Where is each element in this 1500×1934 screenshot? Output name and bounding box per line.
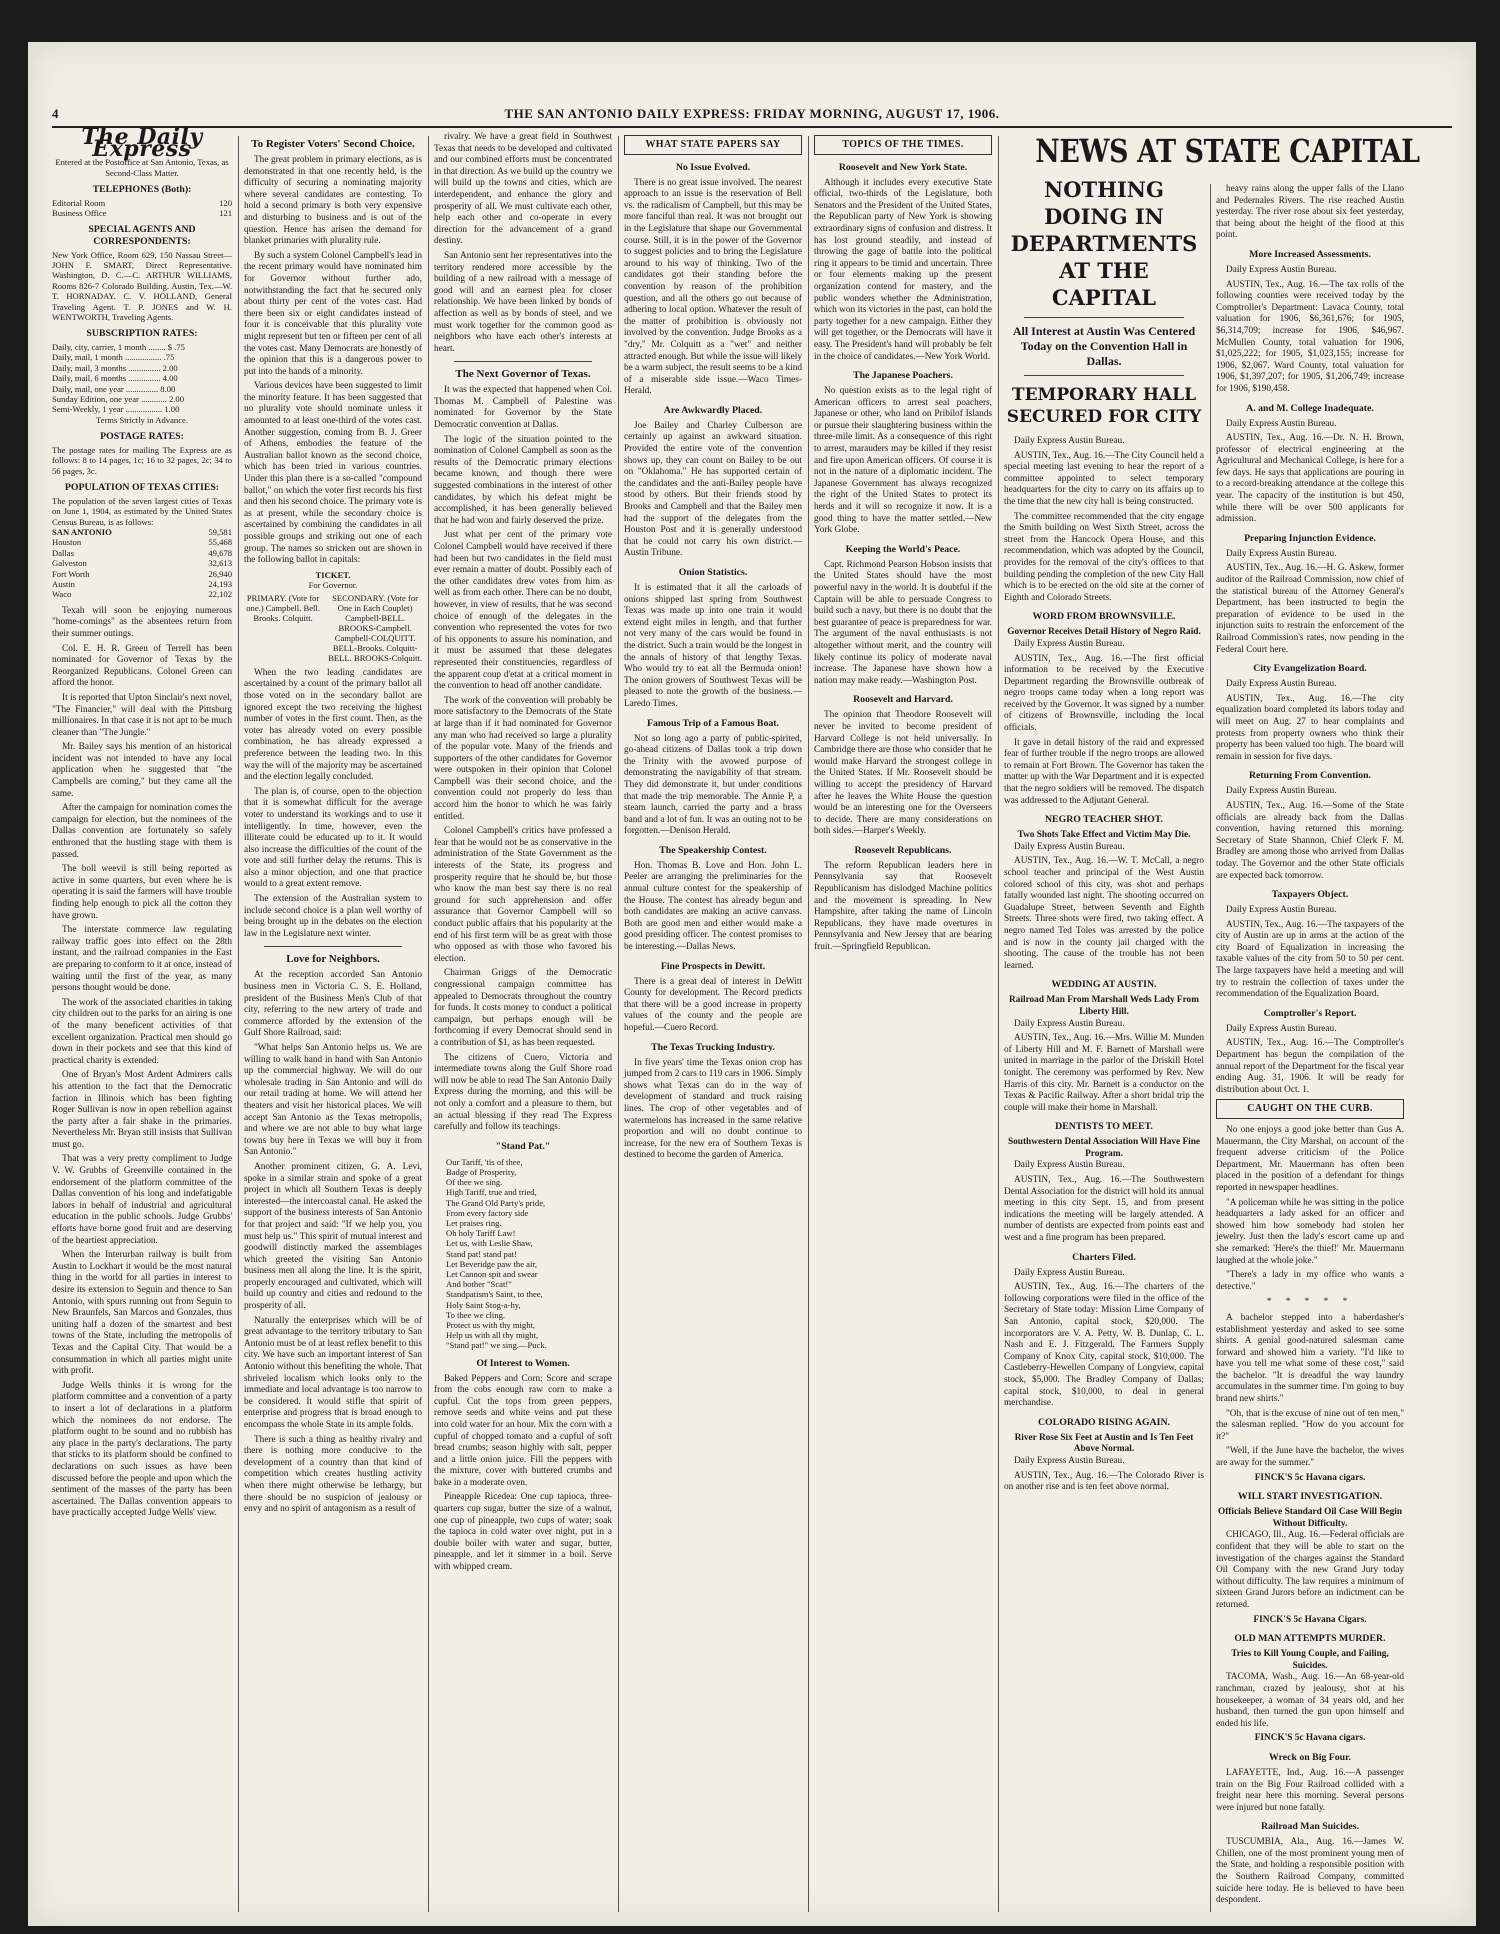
section-heading: Are Awkwardly Placed.	[663, 404, 763, 416]
section-heading: The Japanese Poachers.	[853, 370, 953, 382]
paragraph: AUSTIN, Tex., Aug. 16.—Dr. N. H. Brown, professor of electrical engineering at the Agricultural and Mechanical College, is here for a few days. He says that applications are pouring in to a record-breaking attendance at the college this year. The capacity of the institution is but 450, while there will be over 500 applicants for admission.	[1216, 433, 1404, 525]
paragraph: That was a very pretty compliment to Judge V. W. Grubbs of Greenville contained in the endorsement of the platform committee of the Dallas convention of his long and indefatigable labors in behalf of industrial and agricultural education in the public schools. Judge Grubbs' efforts have borne good fruit and are deserving of the heartiest appreciation.	[52, 1154, 232, 1246]
article-body	[244, 970, 422, 1515]
paragraph: "What helps San Antonio helps us. We are willing to walk hand in hand with San Antonio up the commercial highway. We will do our wholesale trading in San Antonio and will do our retail trading at home. We will attend her theaters and visit her historical places. We will accept San Antonio as the Texas metropolis, and where we are not able to buy what large towns buy here in Texas we will buy it from San Antonio."	[244, 1043, 422, 1158]
article-body	[1216, 549, 1404, 656]
paragraph: Daily Express Austin Bureau.	[1226, 679, 1337, 690]
article-body	[1004, 436, 1204, 604]
article-body	[1216, 184, 1404, 242]
newspaper-masthead-line: THE SAN ANTONIO DAILY EXPRESS: FRIDAY MORNING, AUGUST 17, 1906.	[504, 106, 1000, 121]
paragraph: At the reception accorded San Antonio business men in Victoria C. S. E. Holland, president of the Business Men's Club of that city, referring to the new artery of trade and commerce afforded by the extension of the Gulf Shore Railroad, said:	[244, 970, 422, 1039]
paragraph: The citizens of Cuero, Victoria and intermediate towns along the Gulf Shore road will now be able to read The San Antonio Daily Express during the morning, and this will be not only a comfort and a pleasure to them, but an actual blessing if they read The Express carefully and follow its teachings.	[434, 1052, 612, 1133]
verse-line: Protect us with thy might,	[446, 1319, 536, 1330]
paragraph: There is no great issue involved. The nearest approach to an issue is the reservation of Bell vs. the radicalism of Campbell, but this may be more fanciful than real. It was not brought out in the Legislature that shape our Governmental course. Still, it is in the power of the Governor to suggest policies and to bring the Legislature around to his way of thinking. Two of the candidates got their standing before the convention by reason of the prohibition question, and all the others go out because of adhering to local option. Whatever the result of the matter of prohibition is obviously not involved by the convention. Judge Brooks as a "dry," Mr. Colquitt as a "wet" and neither attracted enough. But while the issue will likely be a warm subject, the result seems to be a kind of a miserable side issue.—Waco Times-Herald.	[624, 177, 802, 397]
section-box-heading: WHAT STATE PAPERS SAY	[624, 135, 802, 155]
article-subhead: Two Shots Take Effect and Victim May Die.	[1017, 830, 1191, 841]
paragraph: San Antonio sent her representatives into the territory rendered more accessible by the building of a new railroad with a message of good will and an earnest plea for closer relationship. We have been linked by bonds of affection as well as by bonds of steel, and we must work together for the common good as neighbors who have each other's interests at heart.	[434, 250, 612, 354]
verse-title: "Stand Pat."	[495, 1140, 551, 1152]
population-row	[52, 579, 232, 589]
article-heading: Taxpayers Object.	[1271, 889, 1349, 901]
paragraph: When the Interurban railway is built from Austin to Lockhart it would be the most natural thing in the world for all parties in interest to desire its extension to Seguin and thence to San Antonio, with spurs running out from Seguin to New Braunfels, San Marcos and Gonzales, thus uniting half a dozen of the smartest and best towns of the State, including the metropolis of Texas and the Capital City. That would be a consummation in which all parties might unite with profit.	[52, 1250, 232, 1377]
population-row	[52, 548, 232, 558]
paragraph: The plan is, of course, open to the objection that it is somewhat difficult for the average voter to understand its workings and to use it intelligently. In time, however, even the illiterate could be educated up to it. It would also increase the difficulties of the count of the vote and still further delay the returns. This is also a minor objection, and one that practice would to a great extent remove.	[244, 786, 422, 890]
population-text: The population of the seven largest cities of Texas on June 1, 1904, as estimated by the United States Census Bureau, is as follows:	[52, 495, 232, 527]
column-1	[52, 124, 232, 1912]
column-rule	[428, 136, 429, 1912]
article-heading: Charters Filed.	[1072, 1251, 1136, 1263]
paragraph: It gave in detail history of the raid and expressed fear of further trouble if the negro troops are allowed to remain at Fort Brown. The Governor has taken the matter up with the War Department and it is expected that the negro soldiers will be removed. The dispatch was addressed to the Adjutant General.	[1004, 737, 1204, 806]
paragraph: There is a great deal of interest in DeWitt County for development. The Record predicts that there will be a good increase in property values of the county and the people are hopeful.—Cuero Record.	[624, 976, 802, 1033]
article-body	[1216, 265, 1404, 396]
column-1-paragraphs	[52, 606, 232, 1520]
paragraph: Daily Express Austin Bureau.	[1226, 1023, 1337, 1034]
postage-text: The postage rates for mailing The Express are as follows: 8 to 14 pages, 1c; 16 to 32 pages, 2c; 34 to 56 pages, 3c.	[52, 444, 232, 476]
verse-line: Of thee we sing.	[446, 1177, 503, 1188]
section-heading: Keeping the World's Peace.	[845, 543, 961, 555]
article-subhead: Governor Receives Detail History of Negro Raid.	[1007, 627, 1201, 638]
paragraph: The great problem in primary elections, as is demonstrated in that one recently held, is the difficulty of securing a nominating majority where several candidates are contesting. To hold a second primary is both very expensive and disturbing to business and is out of the question. Hence has arisen the demand for blanket primaries with plurality rule.	[244, 155, 422, 247]
paragraph: AUSTIN, Tex., Aug. 16.—Some of the State officials are already back from the Dallas convention, having returned this morning. Secretary of State Shannon, Chief Clerk F. M. Bradley are among those who arrived from Dallas today. The Governor and the other State officials are expected back tomorrow.	[1216, 800, 1404, 881]
paragraph: Another prominent citizen, G. A. Levi, spoke in a similar strain and spoke of a great project in which all Southern Texas is deeply interested—the intercoastal canal. He asked the support of the business interests of San Antonio for that project and said: "If we help you, you must help us." This spirit of mutual interest and goodwill distinctly marked the assemblages which greeted the visiting San Antonio business men all along the line. It is the spirit, properly encouraged and cultivated, which will build up country and cities and redound to the prosperity of all.	[244, 1161, 422, 1312]
paragraph: LAFAYETTE, Ind., Aug. 16.—A passenger train on the Big Four Railroad collided with a freight near here this morning. Several persons were injured but none fatally.	[1216, 1767, 1404, 1813]
verse-line: To thee we cling.	[446, 1309, 506, 1320]
article-heading: Railroad Man Suicides.	[1260, 1821, 1360, 1833]
special-agents-heading: SPECIAL AGENTS AND CORRESPONDENTS:	[88, 224, 196, 247]
column-rule	[1210, 184, 1211, 1912]
ticket-for: For Governor.	[308, 579, 358, 590]
paragraph: There is such a thing as healthy rivalry and there is nothing more conducive to the development of a country than that kind of competition which creates hustling activity when there might otherwise be lethargy, but there should be no suspicion of jealousy or envy and no spirit of antagonism as a result of	[244, 1434, 422, 1515]
phone-business	[52, 208, 232, 218]
page-header	[52, 104, 1452, 128]
article-heading: Wreck on Big Four.	[1268, 1751, 1351, 1763]
ticket-columns	[244, 593, 422, 663]
paragraph: Daily Express Austin Bureau.	[1014, 638, 1125, 649]
paragraph: The work of the convention will probably be more satisfactory to the Democrats of the State at large than if it had nominated for Governor any man who had received so large a plurality of the popular vote. Many of the friends and supporters of the other candidates for Governor were outspoken in their opinion that Colonel Campbell was their second choice, and the convention could not properly do less than accord him the honor to which he was fairly entitled.	[434, 695, 612, 822]
article-heading: WORD FROM BROWNSVILLE.	[1032, 611, 1176, 623]
paragraph: No one enjoys a good joke better than Gus A. Mauermann, the City Marshal, on account of the frequent adverse criticism of the Police Department, Mr. Mauermann has often been placed in the position of a defendant for things reported in newspaper headlines.	[1216, 1125, 1404, 1193]
paragraph: Daily Express Austin Bureau.	[1014, 1267, 1125, 1278]
paragraph: Hon. Thomas B. Love and Hon. John L. Peeler are arranging the preliminaries for the annual culture contest for the speakership of the House. The contest has already begun and both candidates are making an active canvass. Both are good men and either would make a good presiding officer. The contest promises to be interesting.—Dallas News.	[624, 860, 802, 953]
article-body	[1216, 786, 1404, 882]
columns-area	[52, 124, 1452, 1912]
article-body	[1216, 1125, 1404, 1293]
paragraph: Daily Express Austin Bureau.	[1014, 1160, 1125, 1171]
article-heading: More Increased Assessments.	[1249, 248, 1371, 260]
verse-line: Help us with all thy might,	[446, 1330, 539, 1341]
verse-line: Let us, with Leslie Shaw,	[446, 1238, 533, 1249]
paragraph: AUSTIN, Tex., Aug. 16.—The tax rolls of the following counties were received today by the Comptroller's Department: Lavaca County, total valuation for 1906, $6,361,676; for 1905, $6,314,709; increase for 1906, $46,967. McMullen County, total valuation for 1906, $1,025,222; for 1905, $1,023,155; increase for 1906, $2,067. Ward County, total valuation for 1906, $1,397,207; for 1905, $1,206,749; increase for 1906, $190,458.	[1216, 279, 1404, 394]
phone-editorial-number: 120	[219, 197, 232, 208]
entry-notice: Entered at the Postoffice at San Antonio, Texas, as Second-Class Matter.	[55, 157, 229, 178]
section-heading: Fine Prospects in Dewitt.	[660, 960, 766, 972]
paragraph: Mr. Bailey says his mention of an historical incident was not intended to have any local application when he suggested that "the Campbells are coming," but they came all the same.	[52, 742, 232, 799]
paragraph: Baked Peppers and Corn: Score and scrape from the cobs enough raw corn to make a cupful. Cut the tops from green peppers, remove seeds and white veins and put these into cold water for an hour. Mix the corn with a cupful of chopped tomato and a cupful of soft bread crumbs; season highly with salt, pepper and a little onion juice. Fill the peppers with the mixture, cover with buttered crumbs and bake in a moderate oven.	[434, 1373, 612, 1488]
paragraph: The logic of the situation pointed to the nomination of Colonel Campbell as soon as the results of the Democratic primary elections became known, and though there were suggested combinations in the interest of other candidates, by which his defeat might be accomplished, it has been generally believed that he had won and fairly deserved the prize.	[434, 434, 612, 526]
state-capital-banner	[1004, 132, 1420, 170]
subscription-line: Daily, mail, 3 months ............... 2.00	[52, 362, 178, 373]
paragraph: AUSTIN, Tex., Aug. 16.—H. G. Askew, former auditor of the Railroad Commission, now chief of the statistical bureau of the Attorney General's Department, has been instructed to begin the preparation of evidence to be used in the injunction suits to restrain the enforcement of the Railroad Commission's rates, now pending in the Federal Court here.	[1216, 563, 1404, 655]
verse-line: Stand pat! stand pat!	[446, 1248, 517, 1259]
verse-line: Our Tariff, 'tis of thee,	[446, 1156, 523, 1167]
paragraph: No question exists as to the legal right of American officers to arrest seal poachers, Japanese or other, who land on Pribilof Islands or pursue their slaughtering business within the three-mile limit. As a consequence of this right to arrest, marauders may be killed if they resist and fire upon American officers. Of course it is not in the nature of a diplomatic incident. The Japanese Government has always recognized the right of the United States to protect its herds and it will so recognize it now. It is a good thing to have the matter settled.—New York Globe.	[814, 386, 992, 536]
article-heading: To Register Voters' Second Choice.	[251, 138, 415, 150]
paragraph: heavy rains along the upper falls of the Llano and Pedernales Rivers. The rise reached Austin yesterday. The river rose about six feet yesterday, that being about the height of the flood at this point.	[1216, 184, 1404, 241]
verse-line: High Tariff, true and tried,	[446, 1187, 537, 1198]
city-population: 26,940	[208, 568, 232, 579]
paragraph: It is estimated that it all the carloads of onions shipped last spring from Southwest Texas was made up into one train it would extend eight miles in length, and that further not very many of the cars would be found in the district. Such a train would be the longest in the annals of history of that lengthy Texas. Who would try to eat all the Bermuda onion! The onion growers of Southwest Texas will be pleased to note the growth of the business.—Laredo Times.	[624, 583, 802, 709]
paragraph: AUSTIN, Tex., Aug. 16.—The City Council held a special meeting last evening to hear the report of a committee appointed to select temporary headquarters for the city to carry on its affairs up to the time that the new city hall is being constructed.	[1004, 450, 1204, 507]
section-heading: The Texas Trucking Industry.	[651, 1041, 775, 1053]
paragraph: Daily Express Austin Bureau.	[1014, 436, 1125, 446]
article-heading: OLD MAN ATTEMPTS MURDER.	[1234, 1633, 1386, 1645]
subscription-line: Semi-Weekly, 1 year ................. 1.00	[52, 404, 180, 415]
ticket-primary: PRIMARY. (Vote for one.) Campbell. Bell. Brooks. Colquitt.	[246, 592, 320, 623]
city-name: Waco	[52, 589, 72, 600]
city-name: Houston	[52, 537, 82, 548]
verse-line: Let Beveridge paw the air,	[446, 1258, 538, 1269]
paragraph: The extension of the Australian system to include second choice is a plan well worthy of being brought up in the debates on the election law in the Legislature next winter.	[244, 894, 422, 939]
paragraph: Daily Express Austin Bureau.	[1226, 264, 1337, 275]
paragraph: AUSTIN, Tex., Aug. 16.—The first official information to be received by the Executive Department regarding the Brownsville outbreak of negro troops came today when a long report was received by the Governor. It was signed by a number of citizens of Brownsville, including the local officials.	[1004, 653, 1204, 734]
city-name: Austin	[52, 578, 75, 589]
paragraph: One of Bryan's Most Ardent Admirers calls his attention to the fact that the Democratic faction in Illinois which has been fighting Roger Sullivan is now in open rebellion against the party after a fair shake in the primaries. Nevertheless Mr. Bryan still insists that Sullivan must go.	[52, 1070, 232, 1150]
article-body	[1216, 1313, 1404, 1470]
paragraph: Colonel Campbell's critics have professed a fear that he would not be as conservative in the administration of the State Government as the interests of the State, its progress and prosperity require that he should be, but those who know the man best say there is no real ground for such apprehension and offer assurance that Governor Campbell will so conduct public affairs that his popularity at the end of his first term will be as great with those who opposed as with those who favored his election.	[434, 826, 612, 964]
separator-stars: * * * * *	[1266, 1297, 1354, 1308]
paragraph: Pineapple Ricedea: One cup tapioca, three-quarters cup sugar, butter the size of a walnut, one cup of pineapple, two cups of water; soak the tapioca in cold water over night, put in a double boiler with water and sugar, butter, pineapple, and let it simmer in a boil. Serve with whipped cream.	[434, 1492, 612, 1573]
paragraph: In five years' time the Texas onion crop has jumped from 2 cars to 119 cars in 1906. Simply shows what Texas can do in the way of development of standard and truck raising lines. The crop of other vegetables and of watermelons has increased in the same relative proportion and will no doubt continue to increase, for the new era of Southern Texas is destined to become the garden of America.	[624, 1057, 802, 1161]
paragraph: AUSTIN, Tex., Aug. 16.—The city equalization board completed its labors today and will meet on Aug. 27 to hear complaints and protests from property owners who think their property has been valued too high. The board will remain in session for five days.	[1216, 693, 1404, 762]
article-body	[1216, 1768, 1404, 1814]
paragraph: It is reported that Upton Sinclair's next novel, "The Financier," will deal with the Pittsburg millionaires. In that case it is not apt to be much cleaner than "The Jungle."	[52, 692, 232, 738]
section-heading: Famous Trip of a Famous Boat.	[647, 717, 779, 729]
article-heading: Returning From Convention.	[1248, 770, 1371, 782]
article-heading: WILL START INVESTIGATION.	[1237, 1491, 1383, 1503]
subscription-line: Daily, mail, 6 months ............... 4.00	[52, 373, 178, 384]
population-row	[52, 558, 232, 568]
paragraph: When the two leading candidates are ascertained by a count of the primary ballot all those voted on in the secondary ballot are ignored except the two receiving the highest number of votes in the first count. Then, as the voter has already voted on every possible combination, he has already expressed a preference between the leading two. In this way the will of the majority may be ascertained and the election legally concluded.	[244, 667, 422, 783]
article-subhead: Tries to Kill Young Couple, and Failing, Suicides.	[1231, 1649, 1389, 1671]
article-body	[1004, 1160, 1204, 1244]
paragraph: The opinion that Theodore Roosevelt will never be invited to become president of Harvard College is not held universally. In Cambridge there are those who consider that he would make Harvard the strongest college in the United States. If Mr. Roosevelt should be willing to accept the presidency of Harvard after he leaves the White House the question would be an interesting one for the Overseers to decide. There are many considerations on both sides.—Harper's Weekly.	[814, 710, 992, 837]
subscription-note: Terms Strictly in Advance.	[95, 414, 188, 425]
phone-editorial	[52, 198, 232, 208]
column-2	[244, 132, 422, 1912]
city-population: 59,581	[208, 526, 232, 537]
paragraph: CHICAGO, Ill., Aug. 16.—Federal officials are confident that they will be able to start on the investigation of the charges against the Standard Oil Company with the new Grand Jury today without difficulty. The law requires a minimum of sixteen Grand Jurors before an indictment can be returned.	[1216, 1530, 1404, 1610]
verse-poem	[434, 1157, 612, 1351]
article-heading: COLORADO RISING AGAIN.	[1037, 1416, 1170, 1428]
paragraph: Daily Express Austin Bureau.	[1014, 841, 1125, 852]
article-body	[1004, 842, 1204, 973]
verse-line: Badge of Prosperity,	[446, 1166, 517, 1177]
article-heading: Of Interest to Women.	[476, 1357, 570, 1369]
verse-line: "Stand pat!" we sing.—Puck.	[446, 1340, 547, 1351]
paragraph: rivalry. We have a great field in Southwest Texas that needs to be developed and cultivated and our combined efforts must be concentrated in that direction. As we build up the country we will build up the towns and cities, which are interdependent, and enhance the glory and prosperity of all. We must cultivate each other, help each other and co-operate in every direction for the advancement of a grand destiny.	[434, 132, 612, 247]
subscription-line: Daily, city, carrier, 1 month ........ $ .75	[52, 342, 185, 353]
section-heading: Roosevelt and Harvard.	[853, 694, 953, 706]
paragraph: AUSTIN, Tex., Aug. 16.—The Southwestern Dental Association for the district will hold its annual meeting in this city Sept. 15, and from present indications the meeting will be largely attended. A number of dentists are expected from points east and west and a fine program has been prepared.	[1004, 1175, 1204, 1244]
paragraph: Just what per cent of the primary vote Colonel Campbell would have received if there had been but two candidates in the field must ever remain a matter of doubt. Possibly each of the other candidates drew votes from him as well as from each other. There can be no doubt, however, in view of results, that he was second choice of enough of the delegates in the convention who represented the votes for two of his opponents to assure his nomination, and it must be assumed that these delegates represented their constituencies, regardless of the apparent coup d'etat at a critical moment in the convention to head off another candidate.	[434, 530, 612, 692]
topics-section	[814, 161, 992, 954]
paragraph: Although it includes every executive State official, two-thirds of the Legislature, both Senators and the President of the United States, the Republican party of New York is showing extraordinary signs of confusion and distress. It has lost ground steadily, and instead of throwing the gage of battle into the political ring it appears to be timid and uncertain. Three or four elements making up the present organization contend for mastery, and the public wonders whether the Administration, which won its victories in the past, can hold the party together for a new campaign. Either they will get together, or the Democrats will have it easy. The President's hand will probably be felt in the choice of candidates.—New York World.	[814, 177, 992, 362]
paragraph: It was the expected that happened when Col. Thomas M. Campbell of Palestine was nominated for Governor by the State Democratic convention at Dallas.	[434, 385, 612, 431]
verse-line: Holy Saint Stog-a-hy,	[446, 1299, 521, 1310]
article-body	[1216, 679, 1404, 763]
city-population: 55,468	[208, 537, 232, 548]
article-heading: A. and M. College Inadequate.	[1246, 402, 1374, 414]
city-name: Galveston	[52, 558, 87, 569]
article-heading: The Next Governor of Texas.	[455, 368, 591, 381]
paragraph: Daily Express Austin Bureau.	[1226, 418, 1337, 429]
article-body	[1004, 1456, 1204, 1494]
column-rule	[998, 136, 999, 1912]
paragraph: TACOMA, Wash., Aug. 16.—An 68-year-old ranchman, crazed by jealousy, shot at his housekeeper, a woman of 34 years old, and her husband, then turned the gun upon himself and ended his life.	[1216, 1672, 1404, 1729]
divider	[454, 361, 592, 362]
section-heading: Roosevelt Republicans.	[854, 844, 952, 856]
deck-subhead: All Interest at Austin Was Centered Today on the Convention Hall in Dallas.	[1012, 324, 1196, 368]
population-row	[52, 569, 232, 579]
paragraph: After the campaign for nomination comes the campaign for election, but the nominees of the Dallas convention are fortunately so safely enthroned that the hustling stage with them is passed.	[52, 803, 232, 860]
paragraph: A bachelor stepped into a haberdasher's establishment yesterday and asked to see some shirts. A genial good-natured salesman came forward and showed him a variety. "I'd like to have you tell me what some of these cost," said the bachelor. "It is dreadful the way laundry accumulates in the summer time. I'm going to buy brand new shirts."	[1216, 1312, 1404, 1405]
column-rule	[808, 136, 809, 1912]
article-body	[1216, 1530, 1404, 1611]
page-number: 4	[52, 106, 59, 121]
ticket-secondary: SECONDARY. (Vote for One in Each Couplet) Campbell-BELL. BROOKS-Campbell. Campbell-COLQUITT. BELL-Brooks. Colquitt-BELL. BROOKS-Colquitt.	[328, 592, 423, 663]
paragraph: AUSTIN, Tex., Aug. 16.—W. T. McCall, a negro school teacher and principal of the West Austin colored school of this city, was shot and perhaps fatally wounded last night. The shooting occurred on Guadalupe Street, between Seventh and Eighth Streets. Three shots were fired, two taking effect. A negro named Ted Toles was arrested by the police and is now in the county jail charged with the shooting. The cause of the trouble has not been learned.	[1004, 856, 1204, 971]
article-subhead: River Rose Six Feet at Austin and Is Ten Feet Above Normal.	[1014, 1432, 1194, 1455]
phone-business-number: 121	[219, 208, 232, 218]
special-agents-text: New York Office, Room 629, 150 Nassau Street—JOHN F. SMART, Direct Representative. Washington, D. C.—C. ARTHUR WILLIAMS, Rooms 826-7 Colorado Building. Austin, Tex.—W. T. HORNADAY. C. V. HOLLAND, General Traveling Agent. T. P. JONES and W. H. WENTWORTH, Traveling Agents.	[52, 249, 232, 323]
paragraph: Daily Express Austin Bureau.	[1226, 786, 1337, 797]
article-subhead: Officials Believe Standard Oil Case Will Begin Without Difficulty.	[1217, 1507, 1403, 1529]
article-body	[1216, 1024, 1404, 1097]
paragraph: Capt. Richmond Pearson Hobson insists that the United States should have the most powerful navy in the world. It is doubtful if the Captain will be able to persuade Congress to build such a navy, but there is no doubt that the best guarantee of peace is preparedness for war. The argument of the naval enthusiasts is not altogether without merit, and the country will likely continue its policy of moderate naval increase. The Japanese have shown how a nation may make ready.—Washington Post.	[814, 559, 992, 686]
verse-line: Oh holy Tariff Law!	[446, 1228, 516, 1239]
paragraph: Col. E. H. R. Green of Terrell has been nominated for Governor of Texas by the Reorganized Republicans. Colonel Green can afford the honor.	[52, 643, 232, 689]
article-body	[1004, 1268, 1204, 1410]
paragraph: Daily Express Austin Bureau.	[1014, 1455, 1125, 1466]
paragraph: The committee recommended that the city engage the Smith building on West Sixth Street, across the street from the Hancock Opera House, and this recommendation, which was adopted by the Council, provides for the removal of the city's offices to that building pending the completion of the new City Hall which is to be erected on the old site at the corner of Eighth and Colorado Streets.	[1004, 511, 1204, 603]
city-name: SAN ANTONIO	[52, 526, 112, 537]
banner-headline: NEWS AT STATE CAPITAL	[1035, 132, 1420, 170]
subscription-heading: SUBSCRIPTION RATES:	[86, 328, 198, 340]
cigar-ad: FINCK'S 5c Havana cigars.	[1254, 1472, 1366, 1483]
paragraph: Judge Wells thinks it is wrong for the platform committee and a convention of a party to insert a lot of declarations in a platform which the nominees do not endorse. The platform ought to be sound and no rubbish has any place in the party's declarations. The party that sticks to its platform should be confined to declarations on such issues as have been discussed before the people and upon which the sentiment of the masses of the party has been ascertained. The Dallas convention appears to have practically accepted Judge Wells' view.	[52, 1380, 232, 1519]
article-heading: Preparing Injunction Evidence.	[1244, 532, 1376, 544]
cigar-ad: FINCK'S 5c Havana Cigars.	[1253, 1614, 1367, 1625]
population-row	[52, 537, 232, 547]
population-table	[52, 527, 232, 600]
verse-line: Standpatism's Saint, to thee,	[446, 1289, 543, 1300]
article-body	[434, 132, 612, 355]
newspaper-flag: The Daily Express	[81, 124, 203, 162]
deck-headline: NOTHING DOING IN DEPARTMENTS AT THE CAPITAL	[1010, 177, 1198, 310]
article-subhead: Railroad Man From Marshall Weds Lady From Liberty Hill.	[1009, 995, 1199, 1017]
paragraph: AUSTIN, Tex., Aug. 16.—The charters of the following corporations were filed in the office of the Secretary of State today: Mission Lime Company of San Antonio, capital stock, $20,000. The incorporators are V. A. Petty, W. B. Dunlap, C. L. Nash and E. J. Fitzgerald. The Farmers Supply Company of Knox City, capital stock, $10,000. The Castleberry-Hewellen Company of Longview, capital stock, $5,000. The Bradley Company of Dallas; capital stock, $10,000, to deal in general merchandise.	[1004, 1282, 1204, 1409]
subscription-line: Sunday Edition, one year ............ 2.00	[52, 394, 184, 405]
paragraph: AUSTIN, Tex., Aug. 16.—Mrs. Willie M. Munden of Liberty Hill and M. F. Barnett of Marshall were united in marriage in the parlor of the Driskill Hotel tonight. The ceremony was performed by Rev. New Harris of this city. Mr. Barnett is a conductor on the Texas & Pacific Railway. After a short bridal trip the couple will make their home in Marshall.	[1004, 1033, 1204, 1113]
population-heading: POPULATION OF TEXAS CITIES:	[64, 482, 220, 494]
column-rule	[238, 136, 239, 1912]
article-body	[1004, 1019, 1204, 1115]
postage-heading: POSTAGE RATES:	[100, 431, 184, 443]
article-subhead: Southwestern Dental Association Will Have Fine Program.	[1007, 1137, 1201, 1159]
population-row	[52, 589, 232, 599]
article-heading: WEDDING AT AUSTIN.	[1051, 979, 1157, 991]
article-body	[434, 1374, 612, 1574]
article-heading: Comptroller's Report.	[1263, 1007, 1357, 1019]
column-5	[814, 132, 992, 1912]
newspaper-page	[28, 42, 1476, 1926]
verse-line: Let praises ring.	[446, 1217, 502, 1228]
paragraph: AUSTIN, Tex., Aug. 16.—The taxpayers of the city of Austin are up in arms at the action of the city Board of Equalization in increasing the taxable values of the city from 50 to 50 per cent. The large taxpayers have held a meeting and will try to restrain the collection of taxes under the recommendation of the Equalization Board.	[1216, 919, 1404, 1000]
article-heading: City Evangelization Board.	[1253, 663, 1367, 675]
divider	[1024, 375, 1184, 376]
ticket-title: TICKET.	[315, 569, 351, 580]
paragraph: Daily Express Austin Bureau.	[1014, 1018, 1125, 1029]
paragraph: Naturally the enterprises which will be of great advantage to the territory tributary to San Antonio must be of at least reflex benefit to this city. We have such an important interest of San Antonio without this benefiting the whole. That shriveled localism which looks only to the immediate and local advantage is too narrow to be considered. It would stifle that spirit of enterprise and progress that is broad enough to encompass the whole State in its ample folds.	[244, 1315, 422, 1430]
population-row	[52, 527, 232, 537]
paragraph: By such a system Colonel Campbell's lead in the recent primary would have nominated him for Governor without further ado, notwithstanding the fact that he secured only about thirty per cent of the votes cast. Had there been six or eight candidates instead of four it is conceivable that this plurality vote might represent but ten or fifteen per cent of all the votes cast. Many Democrats are honestly of the opinion that this is a dangerous power to put into the hands of a minority.	[244, 250, 422, 377]
article-body	[1216, 1837, 1404, 1907]
column-7	[1216, 184, 1404, 1912]
paragraph: Daily Express Austin Bureau.	[1226, 548, 1337, 559]
telephones-heading: TELEPHONES (Both):	[92, 184, 192, 195]
paragraph: "A policeman while he was sitting in the police headquarters a lady asked for an officer and showed him how somebody had stolen her jewelry. Just then the lady's escort came up and she remarked: 'Here's the thief!' Mr. Mauermann laughed at the whole joke."	[1216, 1197, 1404, 1266]
phone-editorial-label: Editorial Room	[52, 197, 106, 208]
ballot-ticket	[244, 570, 422, 663]
column-3	[434, 132, 612, 1912]
article-body	[244, 155, 422, 567]
paragraph: Daily Express Austin Bureau.	[1226, 905, 1337, 916]
cigar-ad: FINCK'S 5c Havana cigars.	[1254, 1733, 1366, 1744]
deck-headline: TEMPORARY HALL SECURED FOR CITY	[1006, 385, 1202, 427]
verse-line: Let Cannon spit and swear	[446, 1268, 538, 1279]
paragraph: Various devices have been suggested to limit the minority feature. It has been suggested that no plurality vote should nominate unless it amounted to at least one-third of the votes cast. Another suggestion, coming from B. J. Greer of Athens, embodies the feature of the Australian ballot known as the second choice, which has been tried in various countries. Under this plan there is a so-called "compound ballot," on which the voter first records his first and then his second choice. The primary vote is as at present, while the secondary choice is ascertained by combining the candidates in all possible groups and striking out one of each group. The names so stricken out are shown in the following ballot in capitals:	[244, 381, 422, 566]
subscription-line: Daily, mail, 1 month ................. .75	[52, 352, 175, 363]
column-rule	[618, 136, 619, 1912]
section-box-heading: TOPICS OF THE TIMES.	[814, 135, 992, 155]
subscription-rates	[52, 342, 232, 415]
paragraph: "There's a lady in my office who wants a detective."	[1216, 1270, 1404, 1292]
verse-line: And bother "Scat!"	[446, 1279, 512, 1290]
section-heading: No Issue Evolved.	[675, 161, 751, 173]
paragraph: "Oh, that is the excuse of nine out of ten men," the salesman replied. "How do you account for it?"	[1216, 1408, 1404, 1442]
paragraph: The reform Republican leaders here in Pennsylvania say that Roosevelt Republicanism has dislodged Machine politics and the movement is spreading. In New Hampshire, after taking the name of Lincoln Republicans, they have made overtures in Pennsylvania and New Jersey that are bearing fruit.—Springfield Republican.	[814, 860, 992, 953]
city-population: 24,193	[208, 578, 232, 589]
article-heading: NEGRO TEACHER SHOT.	[1044, 814, 1164, 826]
article-body	[1216, 419, 1404, 526]
article-body	[434, 385, 612, 1133]
paragraph: Texah will soon be enjoying numerous "home-comings" as the absentees return from their summer outings.	[52, 605, 232, 639]
divider	[264, 946, 402, 947]
article-body	[1216, 1672, 1404, 1730]
city-population: 22,102	[208, 589, 232, 600]
article-body	[1216, 905, 1404, 1001]
verse-line: From every factory side	[446, 1207, 529, 1218]
city-name: Dallas	[52, 547, 74, 558]
paragraph: The work of the associated charities in taking city children out to the parks for an airing is one of the many beneficent activities of that excellent organization. Practical men should go down in their pockets and see that this kind of practical charity is extended.	[52, 997, 232, 1066]
section-box-heading: CAUGHT ON THE CURB.	[1216, 1099, 1404, 1119]
column-4	[624, 132, 802, 1912]
city-name: Fort Worth	[52, 568, 90, 579]
paragraph: Not so long ago a party of public-spirited, go-ahead citizens of Dallas took a trip down the Trinity with the avowed purpose of demonstrating the navigability of that stream. They did demonstrate it, but under conditions that made the trip memorable. The Annie P, a steam launch, carried the party and a brass band and a lot of fun. It was an outing not to be forgotten.—Denison Herald.	[624, 733, 802, 837]
paragraph: TUSCUMBIA, Ala., Aug. 16.—James W. Chillen, one of the most prominent young men of the State, and holding a responsible position with the Southern Railroad Company, committed suicide here today. He is believed to have been despondent.	[1216, 1837, 1404, 1906]
subscription-line: Daily, mail, one year ............... 8.00	[52, 383, 176, 394]
divider	[1024, 317, 1184, 318]
article-body	[1004, 639, 1204, 807]
city-population: 32,613	[208, 558, 232, 569]
paragraph: AUSTIN, Tex., Aug. 16.—The Colorado River is on another rise and is ten feet above normal.	[1004, 1470, 1204, 1493]
phone-business-label: Business Office	[52, 208, 107, 218]
paragraph: Joe Bailey and Charley Culberson are certainly up against an awkward situation. Provided the entire vote of the convention shows up, they can count on Bailey to be out on "Oklahoma." He has supported certain of the candidates and the anti-Bailey people have stood by others. But their friends stood by Brooks and Campbell and that the Bailey men had the support of the delegates from the Houston Post and it is generally understood that he could not carry his own district.—Austin Tribune.	[624, 420, 802, 559]
section-heading: Onion Statistics.	[678, 567, 748, 578]
section-heading: Roosevelt and New York State.	[838, 161, 968, 173]
verse-line: The Grand Old Party's pride,	[446, 1197, 546, 1208]
paragraph: The boll weevil is still being reported as active in some quarters, but even where he is operating it is said the farmers will have trouble finding help enough to pick all the cotton they have grown.	[52, 864, 232, 921]
article-body	[244, 668, 422, 941]
paragraph: Chairman Griggs of the Democratic congressional campaign committee has appealed to Democrats throughout the country for funds. It costs money to conduct a political campaign, but perhaps enough will be forthcoming if every Democrat should send in a contribution of $1, as has been requested.	[434, 968, 612, 1048]
paragraph: The interstate commerce law regulating railway traffic goes into effect on the 28th instant, and the railroad companies in the East are preparing to conform to it at once, instead of waiting until the first of the year, as many persons thought would be done.	[52, 925, 232, 994]
article-heading: Love for Neighbors.	[286, 953, 380, 966]
section-heading: The Speakership Contest.	[659, 844, 767, 856]
article-heading: DENTISTS TO MEET.	[1055, 1121, 1153, 1133]
paragraph: "Well, if the June have the bachelor, the wives are away for the summer."	[1216, 1446, 1404, 1469]
state-papers-section	[624, 161, 802, 1162]
city-population: 49,678	[208, 547, 232, 558]
paragraph: AUSTIN, Tex., Aug. 16.—The Comptroller's Department has begun the compilation of the annual report of the Department for the fiscal year ending Aug. 31, 1906. It will be ready for distribution about Oct. 1.	[1216, 1038, 1404, 1095]
